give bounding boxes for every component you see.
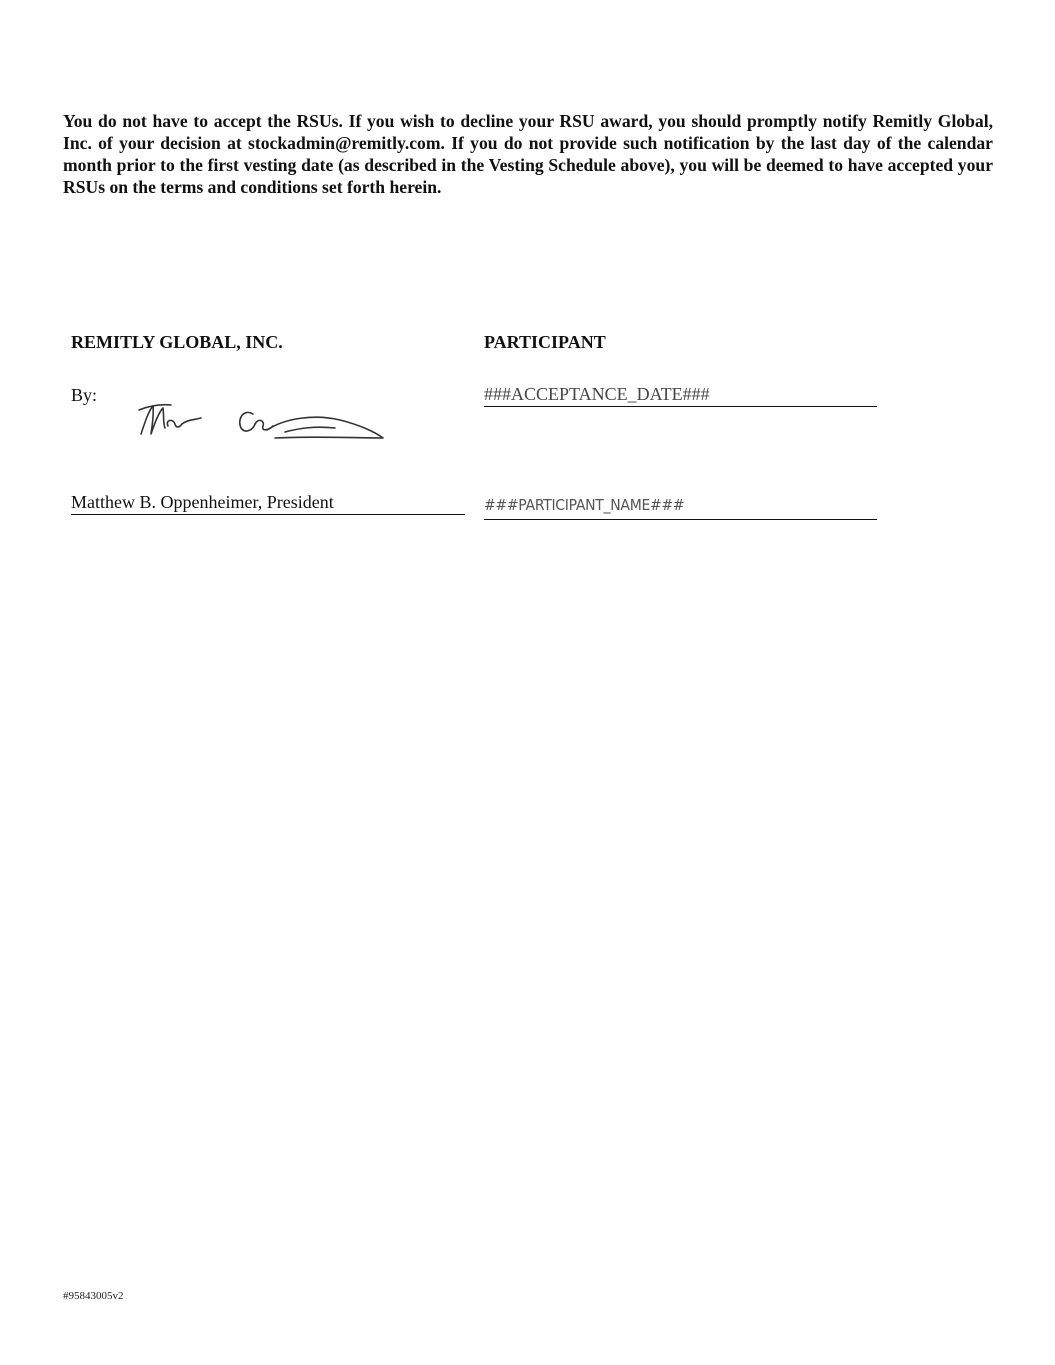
- signer-name-title: Matthew B. Oppenheimer, President: [71, 492, 334, 512]
- participant-heading: PARTICIPANT: [484, 332, 606, 352]
- company-signer-line: [71, 492, 465, 515]
- participant-name-line: [484, 494, 877, 520]
- document-id: #95843005v2: [63, 1290, 124, 1302]
- acceptance-date-line: [484, 384, 877, 407]
- rsu-decline-notice: You do not have to accept the RSUs. If you wish to decline your RSU award, you should promptly notify Remitly Global, Inc. of your decision at stockadmin@remitly.com. If you do not provide such notification by the last day of the calendar month prior to the first vesting date (as described in the Vesting Schedule above), you will be deemed to have accepted your RSUs on the terms and conditions set forth herein.: [63, 111, 993, 197]
- handwritten-signature: [135, 398, 390, 448]
- by-label: By:: [71, 385, 98, 405]
- acceptance-date-placeholder: ###ACCEPTANCE_DATE###: [484, 384, 710, 404]
- participant-name-placeholder: ###PARTICIPANT_NAME###: [484, 497, 685, 515]
- company-heading: REMITLY GLOBAL, INC.: [71, 332, 283, 352]
